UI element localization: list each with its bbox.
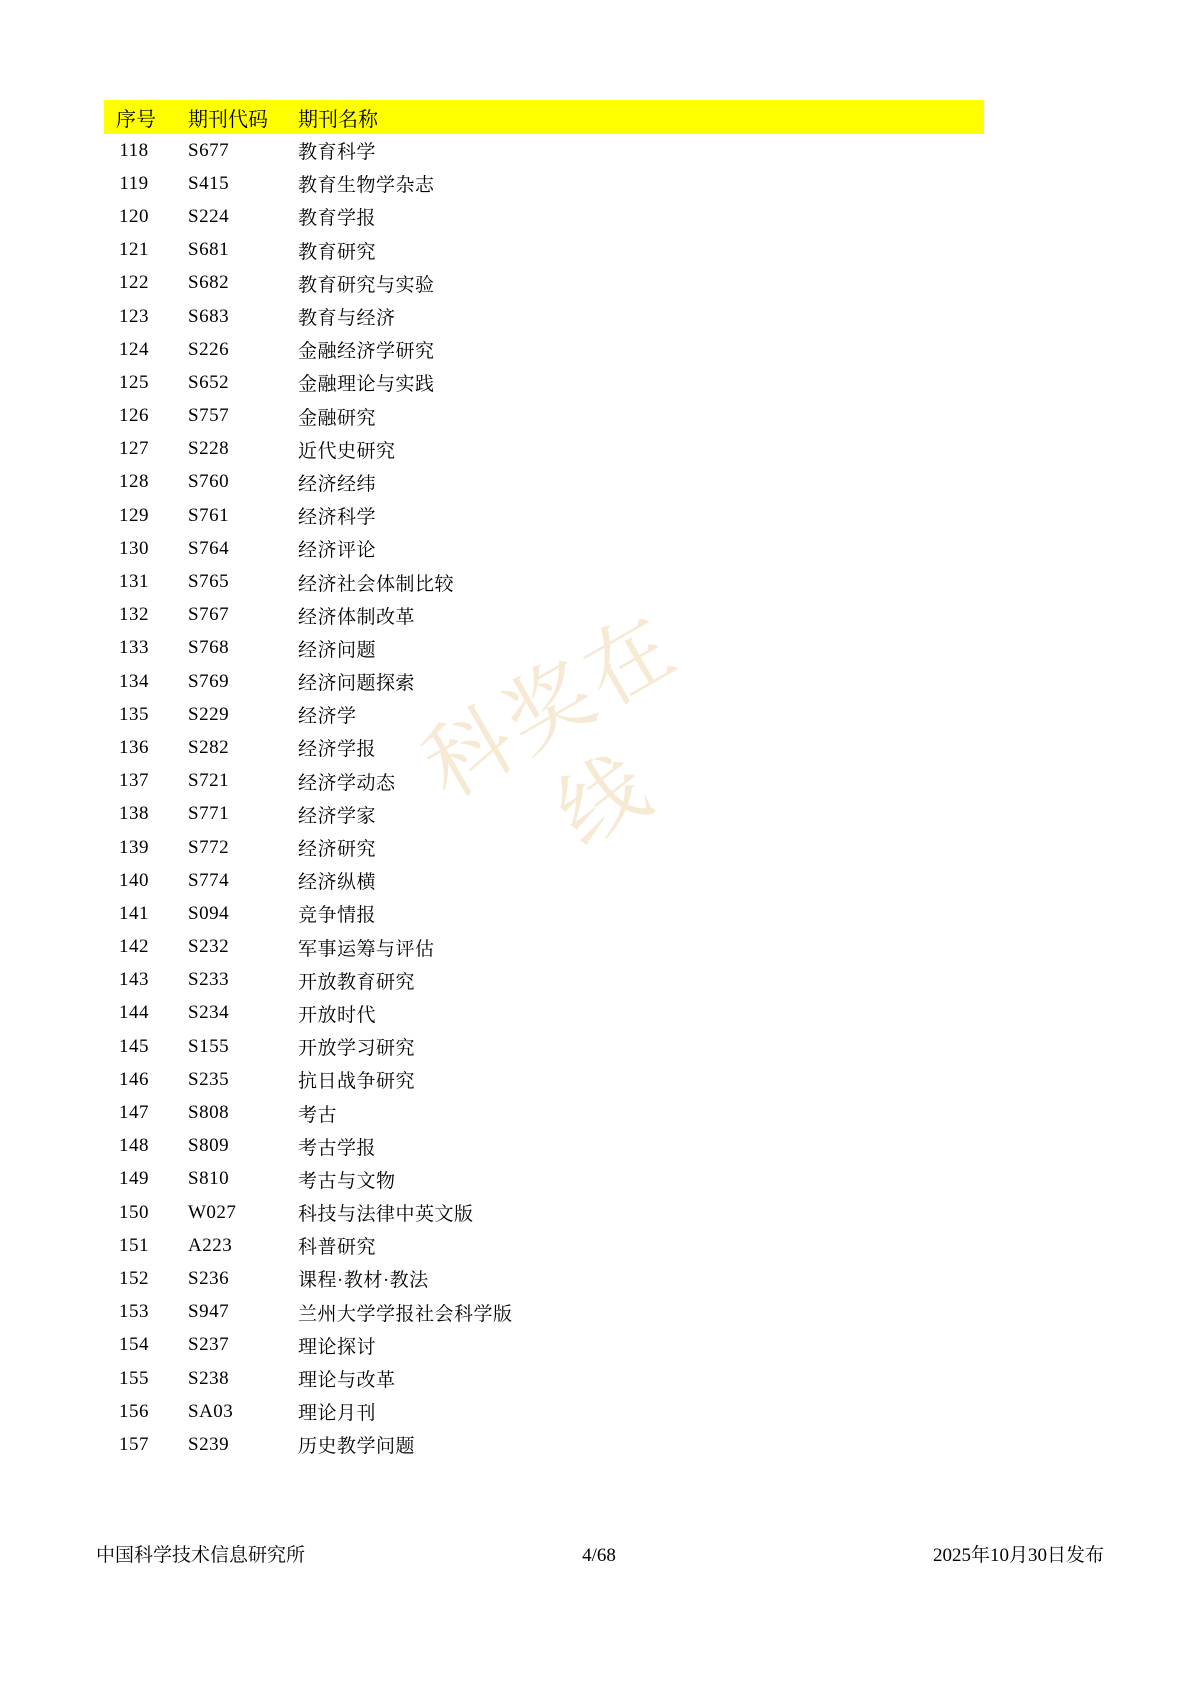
cell-name: 经济研究 <box>298 839 377 861</box>
cell-code: A223 <box>188 1234 233 1256</box>
table-row <box>104 565 984 598</box>
table-row <box>104 1096 984 1129</box>
page-footer <box>96 1540 1104 1567</box>
cell-code: S235 <box>188 1068 230 1090</box>
cell-name: 教育与经济 <box>298 308 396 330</box>
cell-index: 151 <box>119 1234 149 1256</box>
table-header-row <box>104 100 984 134</box>
cell-index: 138 <box>119 803 149 825</box>
cell-code: S764 <box>188 537 230 559</box>
cell-name: 兰州大学学报社会科学版 <box>298 1303 513 1325</box>
cell-name: 历史教学问题 <box>298 1436 416 1458</box>
cell-index: 147 <box>119 1102 149 1124</box>
cell-name: 经济学家 <box>298 805 377 827</box>
table-row <box>104 433 984 466</box>
table-row <box>104 1262 984 1295</box>
cell-code: S094 <box>188 902 230 924</box>
cell-index: 118 <box>119 139 149 161</box>
cell-index: 135 <box>119 703 149 725</box>
cell-name: 竞争情报 <box>298 905 377 927</box>
cell-name: 考古与文物 <box>298 1170 396 1192</box>
cell-code: S682 <box>188 272 230 294</box>
cell-code: S226 <box>188 338 230 360</box>
cell-code: SA03 <box>188 1400 234 1422</box>
cell-name: 开放学习研究 <box>298 1038 416 1060</box>
cell-name: 经济学报 <box>298 739 377 761</box>
column-header-name: 期刊名称 <box>298 108 378 131</box>
cell-name: 教育研究 <box>298 241 377 263</box>
cell-name: 理论月刊 <box>298 1403 377 1425</box>
cell-code: S232 <box>188 936 230 958</box>
cell-name: 科普研究 <box>298 1237 377 1259</box>
cell-code: S771 <box>188 803 230 825</box>
table-row <box>104 200 984 233</box>
table-row <box>104 1395 984 1428</box>
cell-name: 教育研究与实验 <box>298 274 435 296</box>
cell-name: 教育科学 <box>298 142 377 164</box>
cell-name: 军事运筹与评估 <box>298 938 435 960</box>
table-row <box>104 798 984 831</box>
cell-index: 131 <box>119 571 149 593</box>
cell-name: 经济经纬 <box>298 473 377 495</box>
journal-table-container <box>104 100 984 1462</box>
cell-name: 课程·教材·教法 <box>298 1270 429 1292</box>
cell-code: S415 <box>188 172 230 194</box>
column-header-index: 序号 <box>116 108 156 131</box>
table-row <box>104 665 984 698</box>
journal-table <box>104 100 984 1462</box>
cell-name: 教育生物学杂志 <box>298 175 435 197</box>
cell-index: 155 <box>119 1367 149 1389</box>
table-row <box>104 234 984 267</box>
table-row <box>104 599 984 632</box>
cell-index: 144 <box>119 1002 149 1024</box>
cell-name: 经济学动态 <box>298 772 396 794</box>
cell-index: 141 <box>119 902 149 924</box>
table-row <box>104 897 984 930</box>
cell-name: 经济社会体制比较 <box>298 573 455 595</box>
cell-code: S282 <box>188 736 230 758</box>
cell-index: 136 <box>119 736 149 758</box>
table-row <box>104 366 984 399</box>
cell-name: 科技与法律中英文版 <box>298 1204 474 1226</box>
cell-code: S228 <box>188 438 230 460</box>
cell-code: S234 <box>188 1002 230 1024</box>
cell-code: S233 <box>188 969 230 991</box>
cell-index: 140 <box>119 869 149 891</box>
cell-name: 教育学报 <box>298 208 377 230</box>
cell-index: 132 <box>119 604 149 626</box>
cell-index: 125 <box>119 371 149 393</box>
cell-index: 127 <box>119 438 149 460</box>
cell-name: 经济纵横 <box>298 872 377 894</box>
cell-name: 金融研究 <box>298 407 377 429</box>
cell-index: 149 <box>119 1168 149 1190</box>
cell-name: 开放教育研究 <box>298 971 416 993</box>
footer-page-number: 4/68 <box>582 1545 616 1566</box>
cell-index: 133 <box>119 637 149 659</box>
table-row <box>104 267 984 300</box>
table-row <box>104 632 984 665</box>
table-row <box>104 333 984 366</box>
table-row <box>104 1329 984 1362</box>
cell-name: 理论探讨 <box>298 1336 377 1358</box>
table-row <box>104 1428 984 1461</box>
cell-name: 经济评论 <box>298 540 377 562</box>
table-row <box>104 466 984 499</box>
table-row <box>104 864 984 897</box>
table-row <box>104 731 984 764</box>
table-row <box>104 300 984 333</box>
cell-name: 金融经济学研究 <box>298 341 435 363</box>
cell-index: 126 <box>119 405 149 427</box>
cell-name: 经济学 <box>298 706 357 728</box>
cell-index: 148 <box>119 1135 149 1157</box>
table-row <box>104 499 984 532</box>
cell-code: S769 <box>188 670 230 692</box>
table-row <box>104 1362 984 1395</box>
cell-index: 145 <box>119 1035 149 1057</box>
cell-index: 122 <box>119 272 149 294</box>
cell-index: 154 <box>119 1334 149 1356</box>
table-row <box>104 134 984 167</box>
cell-name: 经济科学 <box>298 507 377 529</box>
cell-name: 经济体制改革 <box>298 606 416 628</box>
cell-index: 124 <box>119 338 149 360</box>
cell-name: 理论与改革 <box>298 1370 396 1392</box>
cell-name: 考古学报 <box>298 1137 377 1159</box>
cell-index: 137 <box>119 770 149 792</box>
cell-name: 金融理论与实践 <box>298 374 435 396</box>
cell-code: W027 <box>188 1201 237 1223</box>
cell-name: 抗日战争研究 <box>298 1071 416 1093</box>
cell-code: S757 <box>188 405 230 427</box>
cell-code: S236 <box>188 1267 230 1289</box>
table-row <box>104 931 984 964</box>
cell-code: S238 <box>188 1367 230 1389</box>
cell-code: S677 <box>188 139 230 161</box>
table-row <box>104 1030 984 1063</box>
cell-index: 121 <box>119 239 149 261</box>
cell-index: 120 <box>119 205 149 227</box>
cell-code: S229 <box>188 703 230 725</box>
table-row <box>104 1229 984 1262</box>
cell-index: 129 <box>119 504 149 526</box>
cell-name: 经济问题 <box>298 639 377 661</box>
table-row <box>104 1130 984 1163</box>
cell-index: 128 <box>119 471 149 493</box>
cell-index: 153 <box>119 1301 149 1323</box>
cell-code: S681 <box>188 239 230 261</box>
cell-code: S767 <box>188 604 230 626</box>
cell-code: S721 <box>188 770 230 792</box>
cell-code: S237 <box>188 1334 230 1356</box>
cell-code: S239 <box>188 1433 230 1455</box>
table-row <box>104 1163 984 1196</box>
table-row <box>104 400 984 433</box>
table-row <box>104 1296 984 1329</box>
cell-code: S810 <box>188 1168 230 1190</box>
cell-index: 119 <box>119 172 149 194</box>
cell-name: 近代史研究 <box>298 440 396 462</box>
cell-code: S155 <box>188 1035 230 1057</box>
cell-index: 156 <box>119 1400 149 1422</box>
cell-code: S808 <box>188 1102 230 1124</box>
table-row <box>104 997 984 1030</box>
cell-code: S772 <box>188 836 230 858</box>
table-header <box>104 100 984 134</box>
cell-name: 开放时代 <box>298 1004 377 1026</box>
cell-code: S774 <box>188 869 230 891</box>
cell-code: S760 <box>188 471 230 493</box>
table-row <box>104 532 984 565</box>
cell-index: 150 <box>119 1201 149 1223</box>
table-row <box>104 167 984 200</box>
table-row <box>104 1196 984 1229</box>
cell-index: 142 <box>119 936 149 958</box>
footer-publish-date: 2025年10月30日发布 <box>932 1545 1104 1566</box>
cell-index: 157 <box>119 1433 149 1455</box>
cell-code: S224 <box>188 205 230 227</box>
table-row <box>104 1063 984 1096</box>
table-row <box>104 964 984 997</box>
cell-name: 经济问题探索 <box>298 673 416 695</box>
cell-index: 139 <box>119 836 149 858</box>
cell-code: S761 <box>188 504 230 526</box>
cell-index: 146 <box>119 1068 149 1090</box>
cell-code: S652 <box>188 371 230 393</box>
cell-index: 130 <box>119 537 149 559</box>
cell-code: S947 <box>188 1301 230 1323</box>
cell-code: S765 <box>188 571 230 593</box>
table-body <box>104 134 984 1462</box>
cell-code: S683 <box>188 305 230 327</box>
cell-index: 152 <box>119 1267 149 1289</box>
column-header-code: 期刊代码 <box>188 108 268 131</box>
footer-organization: 中国科学技术信息研究所 <box>96 1545 306 1566</box>
cell-code: S768 <box>188 637 230 659</box>
table-row <box>104 831 984 864</box>
cell-index: 123 <box>119 305 149 327</box>
table-row <box>104 765 984 798</box>
watermark: 科奖在线 <box>407 595 696 864</box>
cell-index: 134 <box>119 670 149 692</box>
table-row <box>104 698 984 731</box>
cell-name: 考古 <box>298 1104 338 1126</box>
cell-index: 143 <box>119 969 149 991</box>
cell-code: S809 <box>188 1135 230 1157</box>
